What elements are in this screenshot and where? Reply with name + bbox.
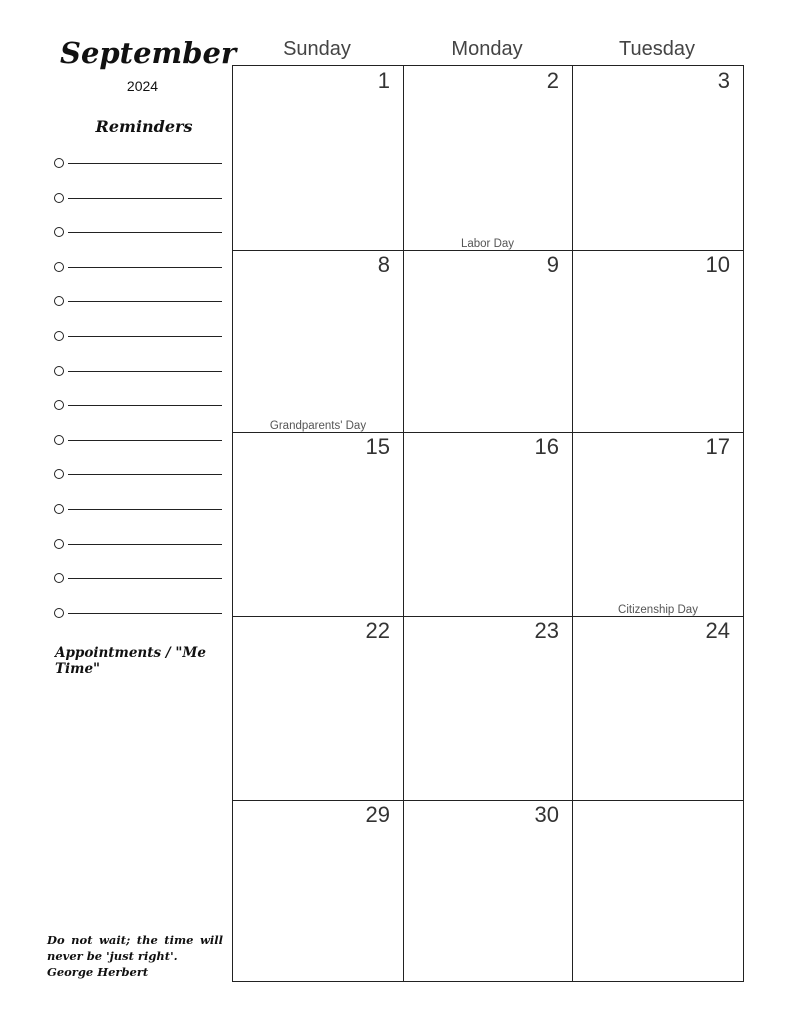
day-cell[interactable] — [403, 250, 573, 433]
day-number: 2 — [546, 68, 559, 93]
reminder-row[interactable] — [54, 296, 224, 308]
reminder-row[interactable] — [54, 469, 224, 481]
checkbox-circle-icon[interactable] — [54, 469, 64, 479]
checkbox-circle-icon[interactable] — [54, 608, 64, 618]
reminder-row[interactable] — [54, 366, 224, 378]
checkbox-circle-icon[interactable] — [54, 573, 64, 583]
day-cell[interactable] — [233, 616, 404, 801]
day-cell[interactable] — [403, 800, 573, 982]
day-number: 1 — [377, 68, 390, 93]
reminder-row[interactable] — [54, 158, 224, 170]
reminder-line[interactable] — [68, 232, 222, 233]
day-number: 8 — [377, 252, 390, 277]
reminder-line[interactable] — [68, 578, 222, 579]
day-cell[interactable] — [233, 800, 404, 982]
day-number: 22 — [365, 618, 390, 643]
day-number: 16 — [534, 434, 559, 459]
month-title: September — [60, 36, 237, 70]
reminder-line[interactable] — [68, 613, 222, 614]
appointments-title: Appointments / "Me Time" — [55, 645, 206, 677]
reminder-line[interactable] — [68, 163, 222, 164]
day-number: 17 — [705, 434, 730, 459]
holiday-label: Grandparents' Day — [269, 420, 367, 432]
reminder-line[interactable] — [68, 474, 222, 475]
checkbox-circle-icon[interactable] — [54, 227, 64, 237]
reminder-row[interactable] — [54, 539, 224, 551]
day-cell[interactable] — [573, 250, 743, 433]
checkbox-circle-icon[interactable] — [54, 193, 64, 203]
reminder-row[interactable] — [54, 400, 224, 412]
day-cell[interactable] — [573, 432, 743, 617]
day-header-sunday: Sunday — [283, 38, 351, 60]
quote-author: George Herbert — [47, 965, 149, 979]
reminder-line[interactable] — [68, 267, 222, 268]
reminder-row[interactable] — [54, 504, 224, 516]
reminder-row[interactable] — [54, 331, 224, 343]
reminder-line[interactable] — [68, 301, 222, 302]
reminder-line[interactable] — [68, 371, 222, 372]
quote — [47, 932, 223, 980]
day-cell[interactable] — [573, 800, 743, 982]
day-number: 10 — [705, 252, 730, 277]
day-number: 23 — [534, 618, 559, 643]
checkbox-circle-icon[interactable] — [54, 504, 64, 514]
calendar-grid — [232, 65, 744, 982]
holiday-label: Labor Day — [460, 238, 515, 250]
day-cell[interactable] — [233, 250, 404, 433]
checkbox-circle-icon[interactable] — [54, 435, 64, 445]
day-cell[interactable] — [573, 66, 743, 251]
day-header-monday: Monday — [451, 38, 523, 60]
holiday-label: Citizenship Day — [618, 604, 698, 616]
checkbox-circle-icon[interactable] — [54, 296, 64, 306]
day-number: 24 — [705, 618, 730, 643]
reminder-row[interactable] — [54, 227, 224, 239]
reminder-row[interactable] — [54, 573, 224, 585]
day-cell[interactable] — [233, 66, 404, 251]
reminder-line[interactable] — [68, 544, 222, 545]
day-number: 30 — [534, 802, 559, 827]
day-cell[interactable] — [403, 66, 573, 251]
day-header-tuesday: Tuesday — [619, 38, 695, 60]
day-cell[interactable] — [573, 616, 743, 801]
checkbox-circle-icon[interactable] — [54, 366, 64, 376]
checkbox-circle-icon[interactable] — [54, 262, 64, 272]
reminder-line[interactable] — [68, 336, 222, 337]
reminder-line[interactable] — [68, 405, 222, 406]
checkbox-circle-icon[interactable] — [54, 400, 64, 410]
reminder-row[interactable] — [54, 435, 224, 447]
day-number: 29 — [365, 802, 390, 827]
checkbox-circle-icon[interactable] — [54, 539, 64, 549]
day-number: 3 — [717, 68, 730, 93]
day-cell[interactable] — [233, 432, 404, 617]
day-number: 15 — [365, 434, 390, 459]
reminder-line[interactable] — [68, 440, 222, 441]
reminder-line[interactable] — [68, 509, 222, 510]
day-number: 9 — [546, 252, 559, 277]
reminder-line[interactable] — [68, 198, 222, 199]
reminder-row[interactable] — [54, 262, 224, 274]
year-label: 2024 — [126, 78, 159, 94]
reminder-row[interactable] — [54, 193, 224, 205]
checkbox-circle-icon[interactable] — [54, 331, 64, 341]
checkbox-circle-icon[interactable] — [54, 158, 64, 168]
day-cell[interactable] — [403, 432, 573, 617]
quote-text: Do not wait; the time will never be 'just right'. — [47, 933, 223, 963]
reminder-row[interactable] — [54, 608, 224, 620]
reminders-title: Reminders — [95, 117, 193, 136]
day-cell[interactable] — [403, 616, 573, 801]
